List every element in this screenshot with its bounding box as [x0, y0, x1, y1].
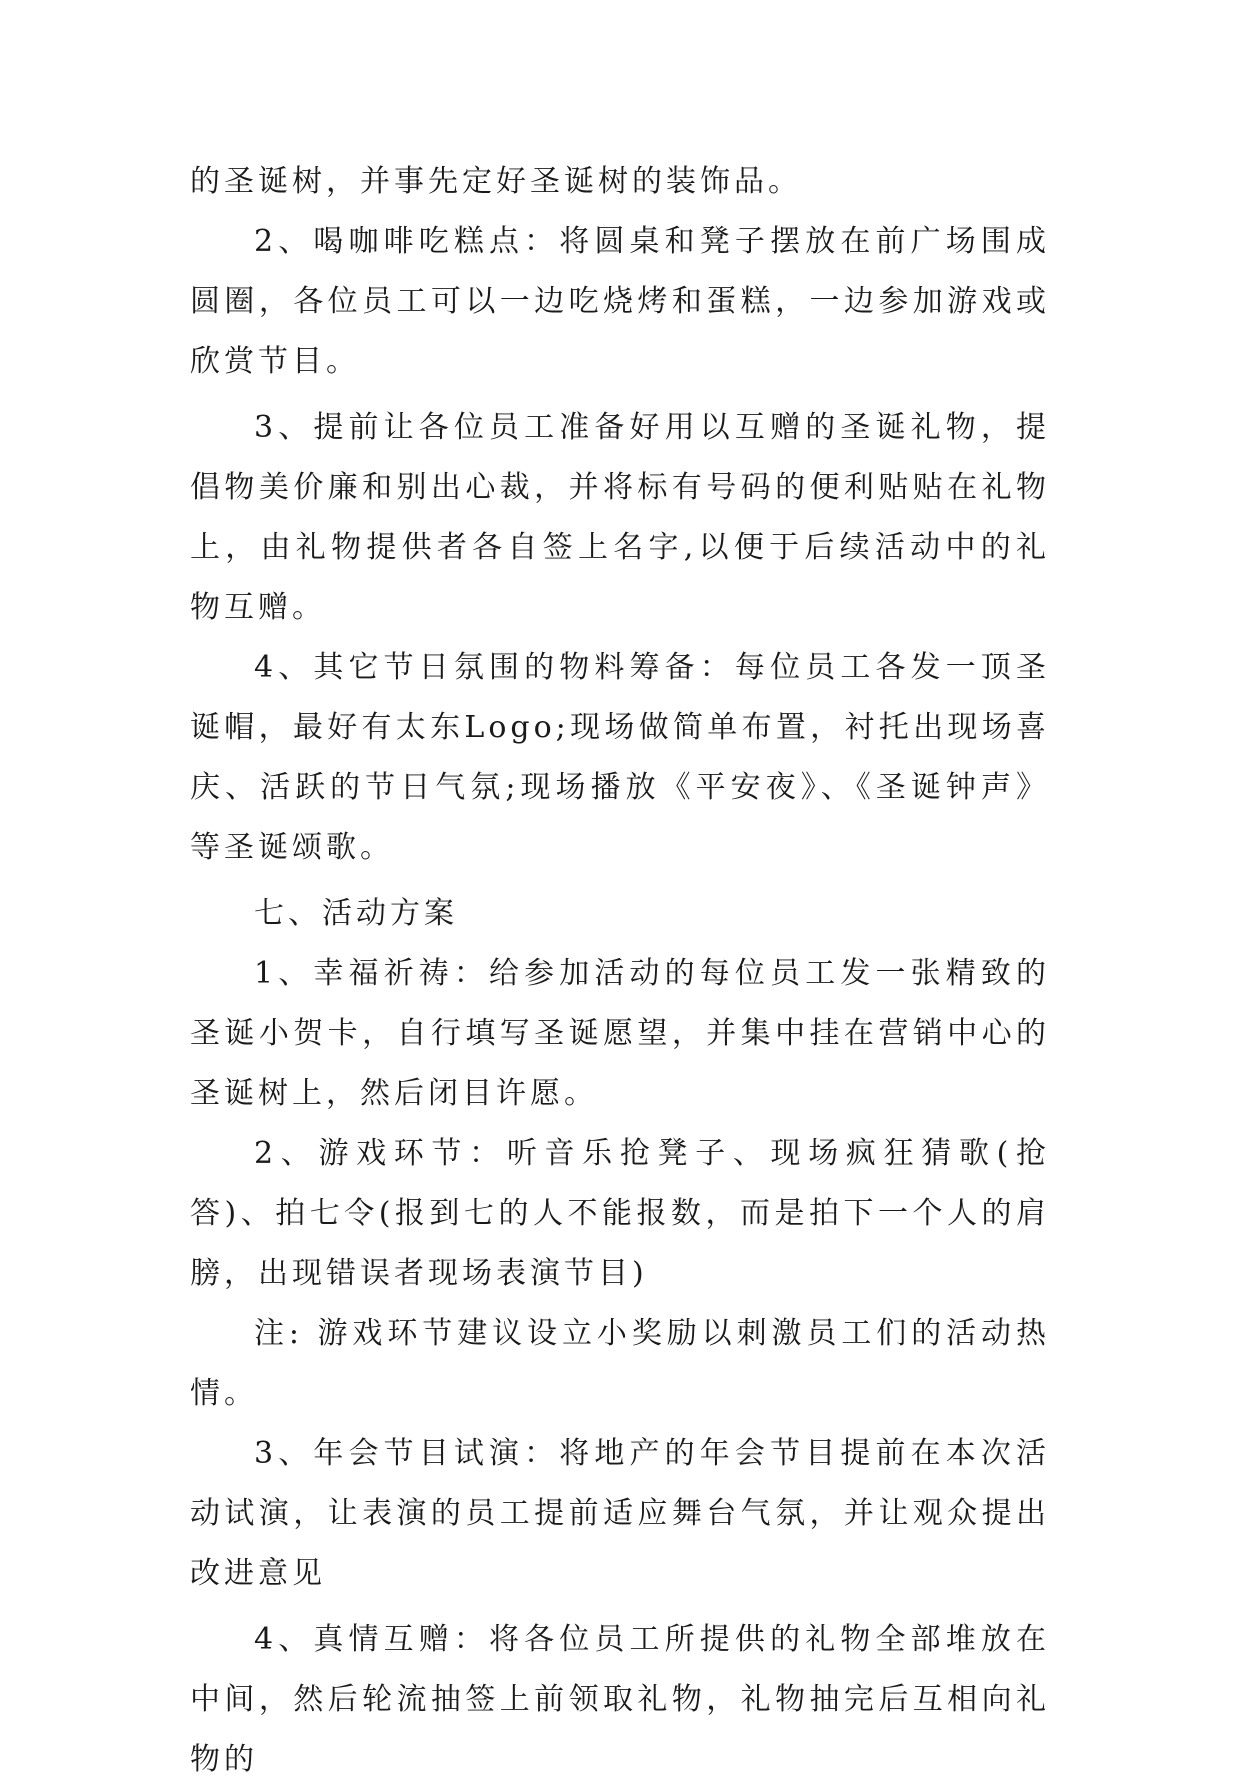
paragraph-blessing-prayer: 1、幸福祈祷：给参加活动的每位员工发一张精致的圣诞小贺卡，自行填写圣诞愿望，并集中挂在营销中心的圣诞树上，然后闭目许愿。: [190, 956, 1050, 1111]
section-heading-activity-plan: 七、活动方案: [254, 896, 458, 931]
paragraph-game-note: 注: 游戏环节建议设立小奖励以刺激员工们的活动热情。: [190, 1316, 1050, 1411]
paragraph-gift-exchange: 4、真情互赠：将各位员工所提供的礼物全部堆放在中间，然后轮流抽签上前领取礼物，礼物抽完后互相向礼物的: [190, 1622, 1050, 1777]
paragraph-games: 2、游戏环节：听音乐抢凳子、现场疯狂猜歌(抢答)、拍七令(报到七的人不能报数，而是拍下一个人的肩膀，出现错误者现场表演节目): [190, 1136, 1050, 1291]
paragraph-coffee-cake: 2、喝咖啡吃糕点：将圆桌和凳子摆放在前广场围成圆圈，各位员工可以一边吃烧烤和蛋糕，一边参加游戏或欣赏节目。: [190, 224, 1050, 379]
paragraph-annual-rehearsal: 3、年会节目试演：将地产的年会节目提前在本次活动试演，让表演的员工提前适应舞台气氛，并让观众提出改进意见: [190, 1436, 1050, 1591]
paragraph-tree-decoration: 的圣诞树，并事先定好圣诞树的装饰品。: [190, 164, 802, 199]
paragraph-gift-preparation: 3、提前让各位员工准备好用以互赠的圣诞礼物，提倡物美价廉和别出心裁，并将标有号码的便利贴贴在礼物上，由礼物提供者各自签上名字,以便于后续活动中的礼物互赠。: [190, 410, 1050, 625]
paragraph-festive-materials: 4、其它节日氛围的物料筹备：每位员工各发一顶圣诞帽，最好有太东Logo;现场做简单布置，衬托出现场喜庆、活跃的节日气氛;现场播放《平安夜》、《圣诞钟声》等圣诞颂歌。: [190, 650, 1050, 865]
document-body: [190, 152, 1050, 1790]
